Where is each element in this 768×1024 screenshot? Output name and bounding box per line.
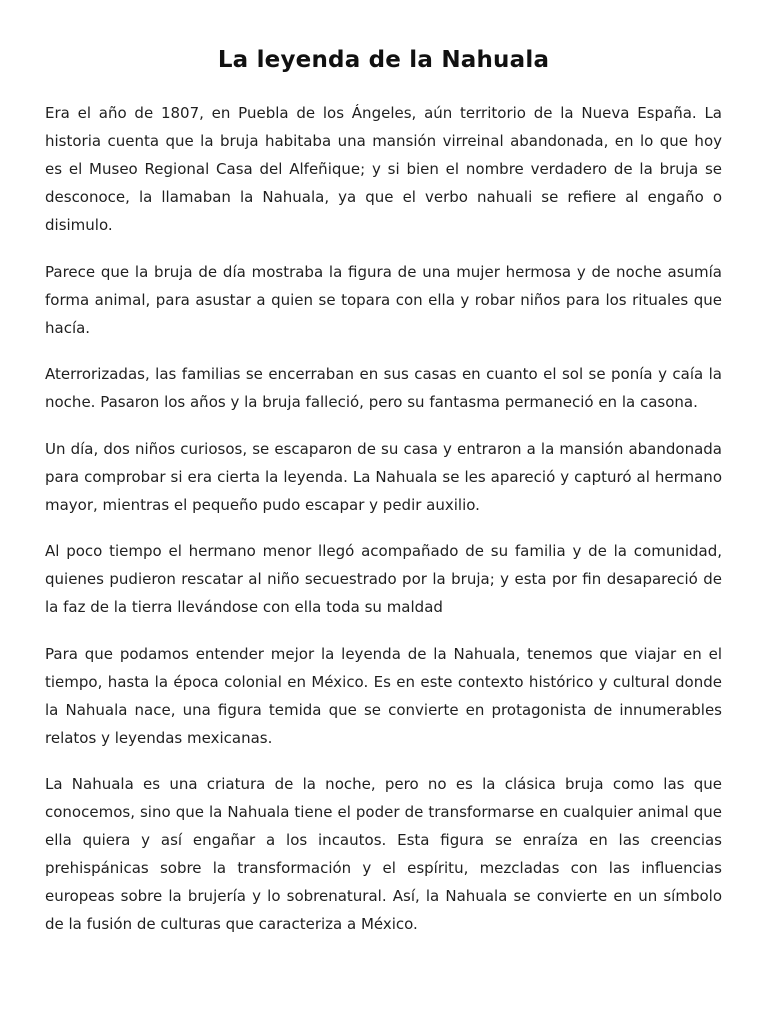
document-page bbox=[45, 0, 722, 957]
paragraph-3: Aterrorizadas, las familias se encerraban en sus casas en cuanto el sol se ponía y caía la noche. Pasaron los años y la bruja falleció, pero su fantasma permaneció en la casona. bbox=[45, 365, 722, 411]
paragraph-6: Para que podamos entender mejor la leyenda de la Nahuala, tenemos que viajar en el tiempo, hasta la época colonial en México. Es en este contexto histórico y cultural donde la Nahuala nace, una figura temida que se convierte en protagonista de innumerables relatos y leyendas mexicanas. bbox=[45, 644, 722, 747]
paragraph-5: Al poco tiempo el hermano menor llegó acompañado de su familia y de la comunidad, quienes pudieron rescatar al niño secuestrado por la bruja; y esta por fin desapareció de la faz de la tierra llevándose con ella toda su maldad bbox=[45, 542, 722, 616]
paragraph-1: Era el año de 1807, en Puebla de los Ángeles, aún territorio de la Nueva España. La historia cuenta que la bruja habitaba una mansión virreinal abandonada, en lo que hoy es el Museo Regional Casa del Alfeñique; y si bien el nombre verdadero de la bruja se desconoce, la llamaban la Nahuala, ya que el verbo nahuali se refiere al engaño o disimulo. bbox=[45, 104, 722, 234]
paragraph-4: Un día, dos niños curiosos, se escaparon de su casa y entraron a la mansión abandonada para comprobar si era cierta la leyenda. La Nahuala se les apareció y capturó al hermano mayor, mientras el pequeño pudo escapar y pedir auxilio. bbox=[45, 439, 722, 514]
paragraph-7: La Nahuala es una criatura de la noche, pero no es la clásica bruja como las que conocemos, sino que la Nahuala tiene el poder de transformarse en cualquier animal que ella quiera y así engañar a los incautos. Esta figura se enraíza en las creencias prehispánicas sobre la transformación y el espíritu, mezcladas con las influencias europeas sobre la brujería y lo sobrenatural. Así, la Nahuala se convierte en un símbolo de la fusión de culturas que caracteriza a México. bbox=[45, 775, 722, 933]
paragraph-2: Parece que la bruja de día mostraba la figura de una mujer hermosa y de noche asumía forma animal, para asustar a quien se topara con ella y robar niños para los rituales que hacía. bbox=[45, 262, 722, 337]
document-body bbox=[45, 99, 722, 938]
document-title: La leyenda de la Nahuala bbox=[217, 47, 550, 73]
